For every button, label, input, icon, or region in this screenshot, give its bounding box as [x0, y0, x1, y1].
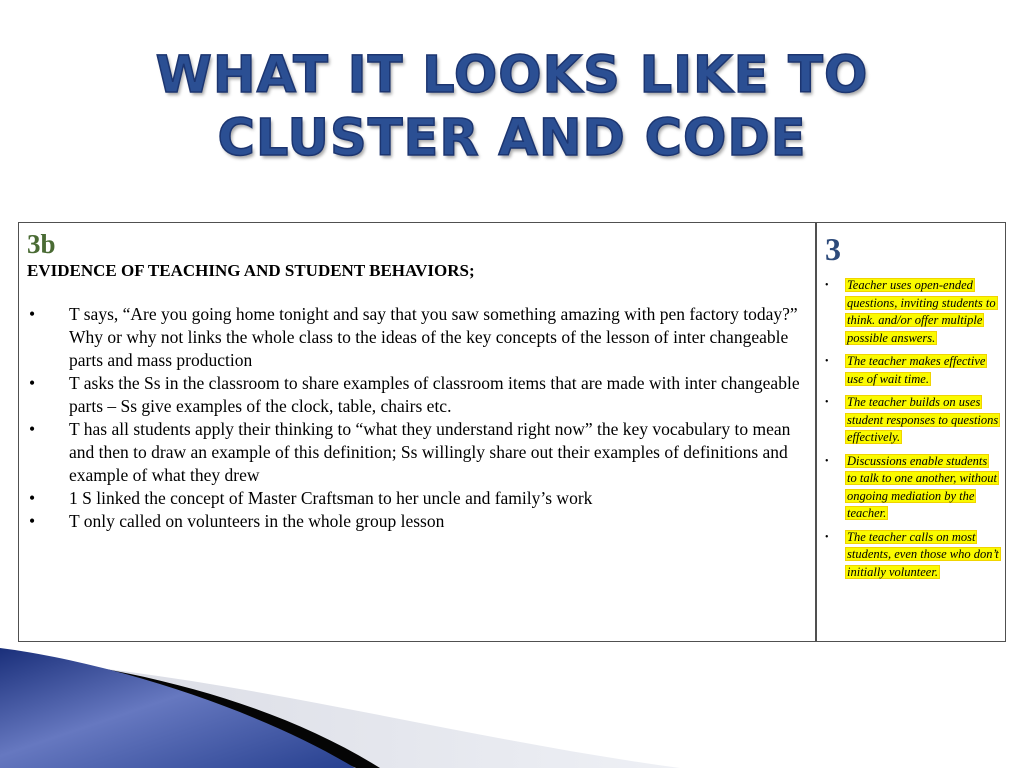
bullet-icon: •	[29, 419, 36, 439]
bullet-icon: •	[29, 511, 36, 531]
slide-title-line-2: CLUSTER AND CODE	[217, 109, 807, 168]
evidence-item	[27, 510, 805, 533]
bullet-icon: •	[29, 304, 36, 324]
rubric-list	[825, 277, 999, 581]
rubric-item-text: Teacher uses open-ended questions, inviting students to think. and/or offer multiple possible answers.	[847, 278, 996, 345]
rubric-item	[825, 453, 999, 523]
bullet-icon: •	[29, 488, 36, 508]
slide-title	[0, 44, 1024, 170]
evidence-table	[18, 222, 1006, 642]
evidence-item-text: T only called on volunteers in the whole group lesson	[69, 511, 445, 531]
evidence-heading: EVIDENCE OF TEACHING AND STUDENT BEHAVIORS;	[27, 261, 475, 280]
rating-number: 3	[825, 231, 841, 267]
evidence-item	[27, 303, 805, 372]
slide-title-line-1: WHAT IT LOOKS LIKE TO	[155, 46, 869, 105]
rubric-item	[825, 277, 999, 347]
bullet-icon: •	[825, 356, 829, 367]
rubric-item	[825, 394, 999, 447]
evidence-item-text: T says, “Are you going home tonight and say that you saw something amazing with pen factory today?” Why or why not links the whole class to the ideas of the key concepts of the lesson of inter changeable parts and mass production	[69, 304, 798, 370]
evidence-item-text: T has all students apply their thinking to “what they understand right now” the key vocabulary to mean and then to draw an example of this definition; Ss willingly share out their examples of definitions and example of what they drew	[69, 419, 791, 485]
bullet-icon: •	[825, 397, 829, 408]
rubric-item-text: The teacher builds on uses student responses to questions effectively.	[847, 395, 999, 444]
evidence-cell	[19, 223, 817, 641]
rubric-item-text: The teacher makes effective use of wait time.	[847, 354, 986, 386]
bullet-icon: •	[29, 373, 36, 393]
evidence-item	[27, 418, 805, 487]
evidence-list	[27, 303, 805, 533]
rubric-item-text: Discussions enable students to talk to one another, without ongoing mediation by the teacher.	[847, 453, 997, 520]
rubric-item-text: The teacher calls on most students, even those who don’t initially volunteer.	[847, 529, 999, 579]
bullet-icon: •	[825, 455, 829, 467]
evidence-item-text: 1 S linked the concept of Master Craftsman to her uncle and family’s work	[69, 488, 593, 508]
evidence-item	[27, 487, 805, 510]
bullet-icon: •	[825, 280, 829, 291]
corner-swoosh-decoration	[0, 640, 1024, 768]
rubric-item	[825, 353, 999, 388]
component-code: 3b	[27, 229, 56, 259]
rubric-item	[825, 529, 999, 582]
bullet-icon: •	[825, 531, 829, 543]
rubric-cell	[817, 223, 1005, 641]
evidence-item-text: T asks the Ss in the classroom to share examples of classroom items that are made with inter changeable parts – Ss give examples of the clock, table, chairs etc.	[69, 373, 800, 416]
evidence-item	[27, 372, 805, 418]
